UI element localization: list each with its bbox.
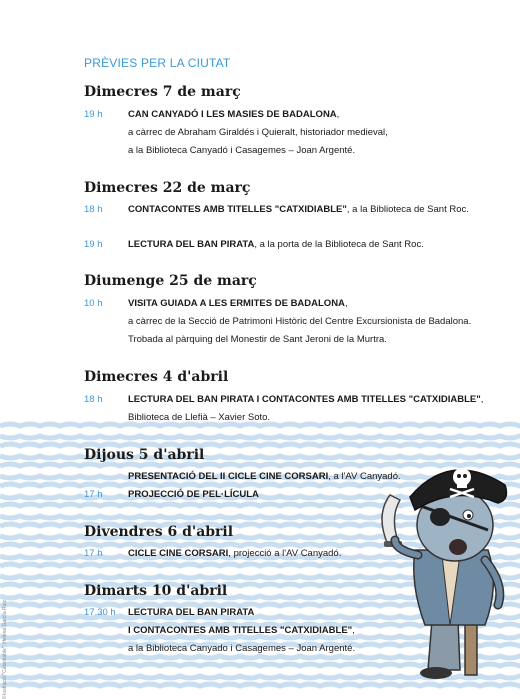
section-label: PRÈVIES PER LA CIUTAT (84, 56, 231, 70)
illustration-credit: Il·lustració "Catxidiable": Helena García Ruiz (2, 600, 8, 699)
event-detail: , (352, 625, 355, 636)
event-detail: , (336, 109, 340, 120)
event-detail: a càrrec de la Secció de Patrimoni Històric del Centre Excursionista de Badalona. (128, 316, 472, 327)
event-title: CAN CANYADÓ I LES MASIES DE BADALONA (128, 109, 337, 120)
event-detail: , a l'AV Canyadó. (328, 471, 401, 482)
day-title: Dimecres 4 d'abril (84, 369, 229, 385)
event-time: 19 h (84, 109, 103, 120)
event-title: I CONTACONTES AMB TITELLES "CATXIDIABLE" (128, 625, 353, 636)
day-title: Dimecres 7 de març (84, 84, 241, 100)
day-title: Divendres 6 d'abril (84, 524, 234, 540)
event-detail: Biblioteca de Llefià – Xavier Soto. (128, 412, 271, 423)
day-title: Diumenge 25 de març (84, 273, 257, 289)
event-title: CONTACONTES AMB TITELLES "CATXIDIABLE" (128, 204, 347, 215)
event-time: 17.30 h (84, 607, 116, 618)
event-detail: , a la porta de la Biblioteca de Sant Roc. (254, 239, 424, 250)
event-time: 17 h (84, 489, 103, 500)
event-time: 18 h (84, 204, 103, 215)
day-title: Dimarts 10 d'abril (84, 583, 228, 599)
day-title: Dimecres 22 de març (84, 180, 251, 196)
wave-line (0, 444, 520, 446)
event-title: PROJECCIÓ DE PEL·LÍCULA (128, 489, 259, 500)
event-time: 18 h (84, 394, 103, 405)
event-time: 17 h (84, 548, 103, 559)
event-title: PRESENTACIÓ DEL II CICLE CINE CORSARI (128, 471, 329, 482)
event-time: 10 h (84, 298, 103, 309)
event-title: LECTURA DEL BAN PIRATA (128, 607, 255, 618)
event-detail: Trobada al pàrquing del Monestir de Sant Jeroni de la Murtra. (128, 334, 387, 345)
day-title: Dijous 5 d'abril (84, 447, 205, 463)
event-detail: , (344, 298, 348, 309)
event-detail: a càrrec de Abraham Giraldés i Quieralt, historiador medieval, (128, 127, 388, 138)
event-title: LECTURA DEL BAN PIRATA (128, 239, 255, 250)
event-title: LECTURA DEL BAN PIRATA I CONTACONTES AMB TITELLES "CATXIDIABLE" (128, 394, 481, 405)
event-detail: a la Biblioteca Canyado i Casagemes – Joan Argenté. (128, 643, 356, 654)
event-detail: , (480, 394, 484, 405)
event-title: VISITA GUIADA A LES ERMITES DE BADALONA (128, 298, 345, 309)
event-time: 19 h (84, 239, 103, 250)
event-detail: a la Biblioteca Canyadó i Casagemes – Joan Argenté. (128, 145, 356, 156)
pirate-illustration (370, 455, 520, 685)
wave-line (0, 436, 520, 438)
event-detail: , projecció a l'AV Canyadó. (228, 548, 342, 559)
event-detail: , a la Biblioteca de Sant Roc. (346, 204, 469, 215)
event-title: CICLE CINE CORSARI (128, 548, 229, 559)
